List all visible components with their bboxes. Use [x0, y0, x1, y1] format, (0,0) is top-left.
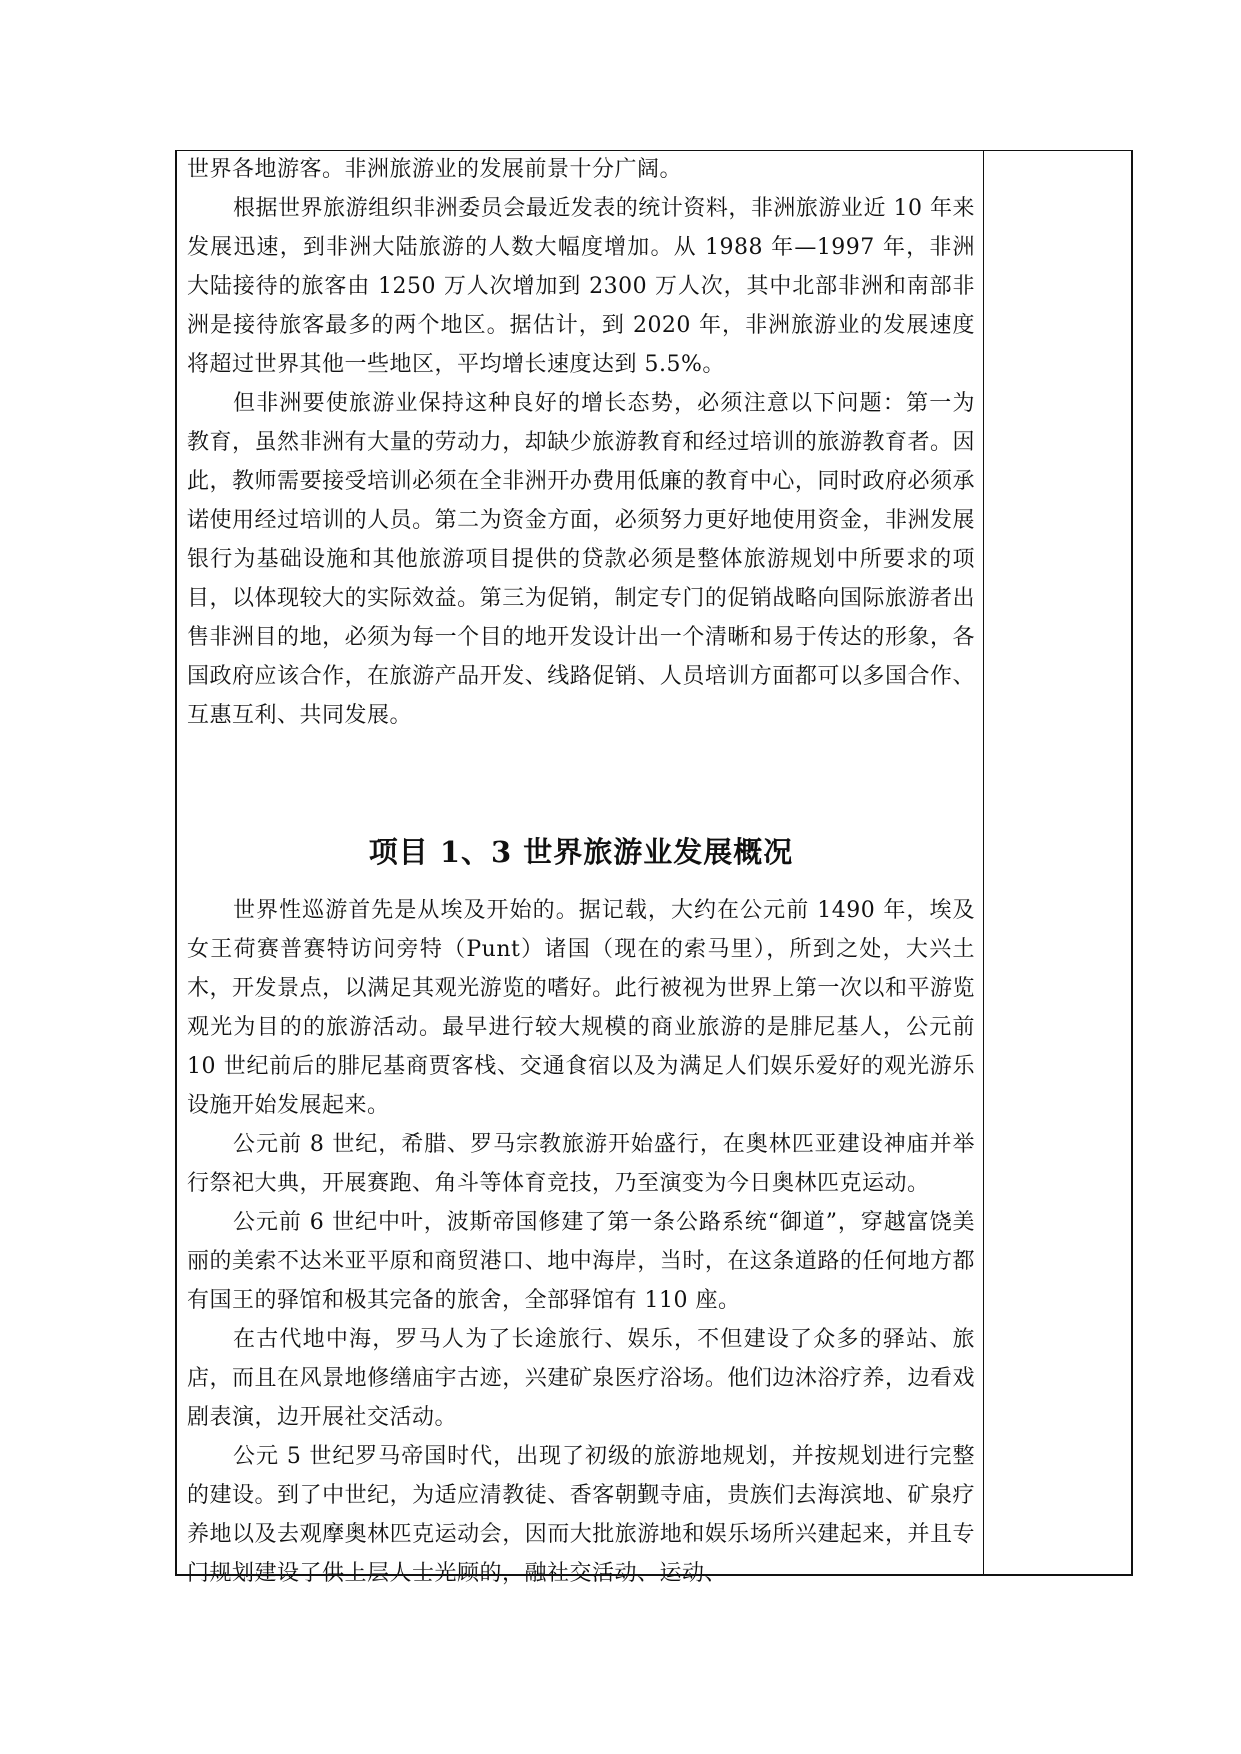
section-heading: 项目 1、3 世界旅游业发展概况: [368, 835, 794, 869]
paragraph-greece: 公元前 8 世纪，希腊、罗马宗教旅游开始盛行，在奥林匹亚建设神庙并举行祭祀大典，开展赛跑、角斗等体育竞技，乃至演变为今日奥林匹克运动。: [187, 1132, 975, 1196]
paragraph-intro-tail: 世界各地游客。非洲旅游业的发展前景十分广阔。: [187, 157, 683, 182]
paragraph-persia: 公元前 6 世纪中叶，波斯帝国修建了第一条公路系统“御道”，穿越富饶美丽的美索不达米亚平原和商贸港口、地中海岸，当时，在这条道路的任何地方都有国王的驿馆和极其完备的旅舍，全部驿馆有 110 座。: [187, 1210, 975, 1313]
paragraph-statistics: 根据世界旅游组织非洲委员会最近发表的统计资料，非洲旅游业近 10 年来发展迅速，到非洲大陆旅游的人数大幅度增加。从 1988 年—1997 年，非洲大陆接待的旅客由 1250 万人次增加到 2300 万人次，其中北部非洲和南部非洲是接待旅客最多的两个地区。据估计，到 2020 年，非洲旅游业的发展速度将超过世界其他一些地区，平均增长速度达到 5.5%。: [187, 196, 975, 377]
paragraph-problems: 但非洲要使旅游业保持这种良好的增长态势，必须注意以下问题：第一为教育，虽然非洲有大量的劳动力，却缺少旅游教育和经过培训的旅游教育者。因此，教师需要接受培训必须在全非洲开办费用低廉的教育中心，同时政府必须承诺使用经过培训的人员。第二为资金方面，必须努力更好地使用资金，非洲发展银行为基础设施和其他旅游项目提供的贷款必须是整体旅游规划中所要求的项目，以体现较大的实际效益。第三为促销，制定专门的促销战略向国际旅游者出售非洲目的地，必须为每一个目的地开发设计出一个清晰和易于传达的形象，各国政府应该合作，在旅游产品开发、线路促销、人员培训方面都可以多国合作、互惠互利、共同发展。: [187, 391, 975, 728]
paragraph-rome: 在古代地中海，罗马人为了长途旅行、娱乐，不但建设了众多的驿站、旅店，而且在风景地修缮庙宇古迹，兴建矿泉医疗浴场。他们边沐浴疗养，边看戏剧表演，边开展社交活动。: [187, 1327, 975, 1430]
paragraph-egypt: 世界性巡游首先是从埃及开始的。据记载，大约在公元前 1490 年，埃及女王荷赛普赛特访问旁特（Punt）诸国（现在的索马里），所到之处，大兴土木，开发景点，以满足其观光游览的嗜好。此行被视为世界上第一次以和平游览观光为目的的旅游活动。最早进行较大规模的商业旅游的是腓尼基人，公元前 10 世纪前后的腓尼基商贾客栈、交通食宿以及为满足人们娱乐爱好的观光游乐设施开始发展起来。: [187, 898, 975, 1118]
table-column-divider: [983, 150, 984, 1576]
table-content-cell: [187, 150, 975, 1593]
blank-line: [187, 735, 975, 813]
paragraph-medieval: 公元 5 世纪罗马帝国时代，出现了初级的旅游地规划，并按规划进行完整的建设。到了中世纪，为适应清教徒、香客朝觐寺庙，贵族们去海滨地、矿泉疗养地以及去观摩奥林匹克运动会，因而大批旅游地和娱乐场所兴建起来，并且专门规划建设了供上层人士光顾的，融社交活动、运动、: [187, 1444, 975, 1586]
